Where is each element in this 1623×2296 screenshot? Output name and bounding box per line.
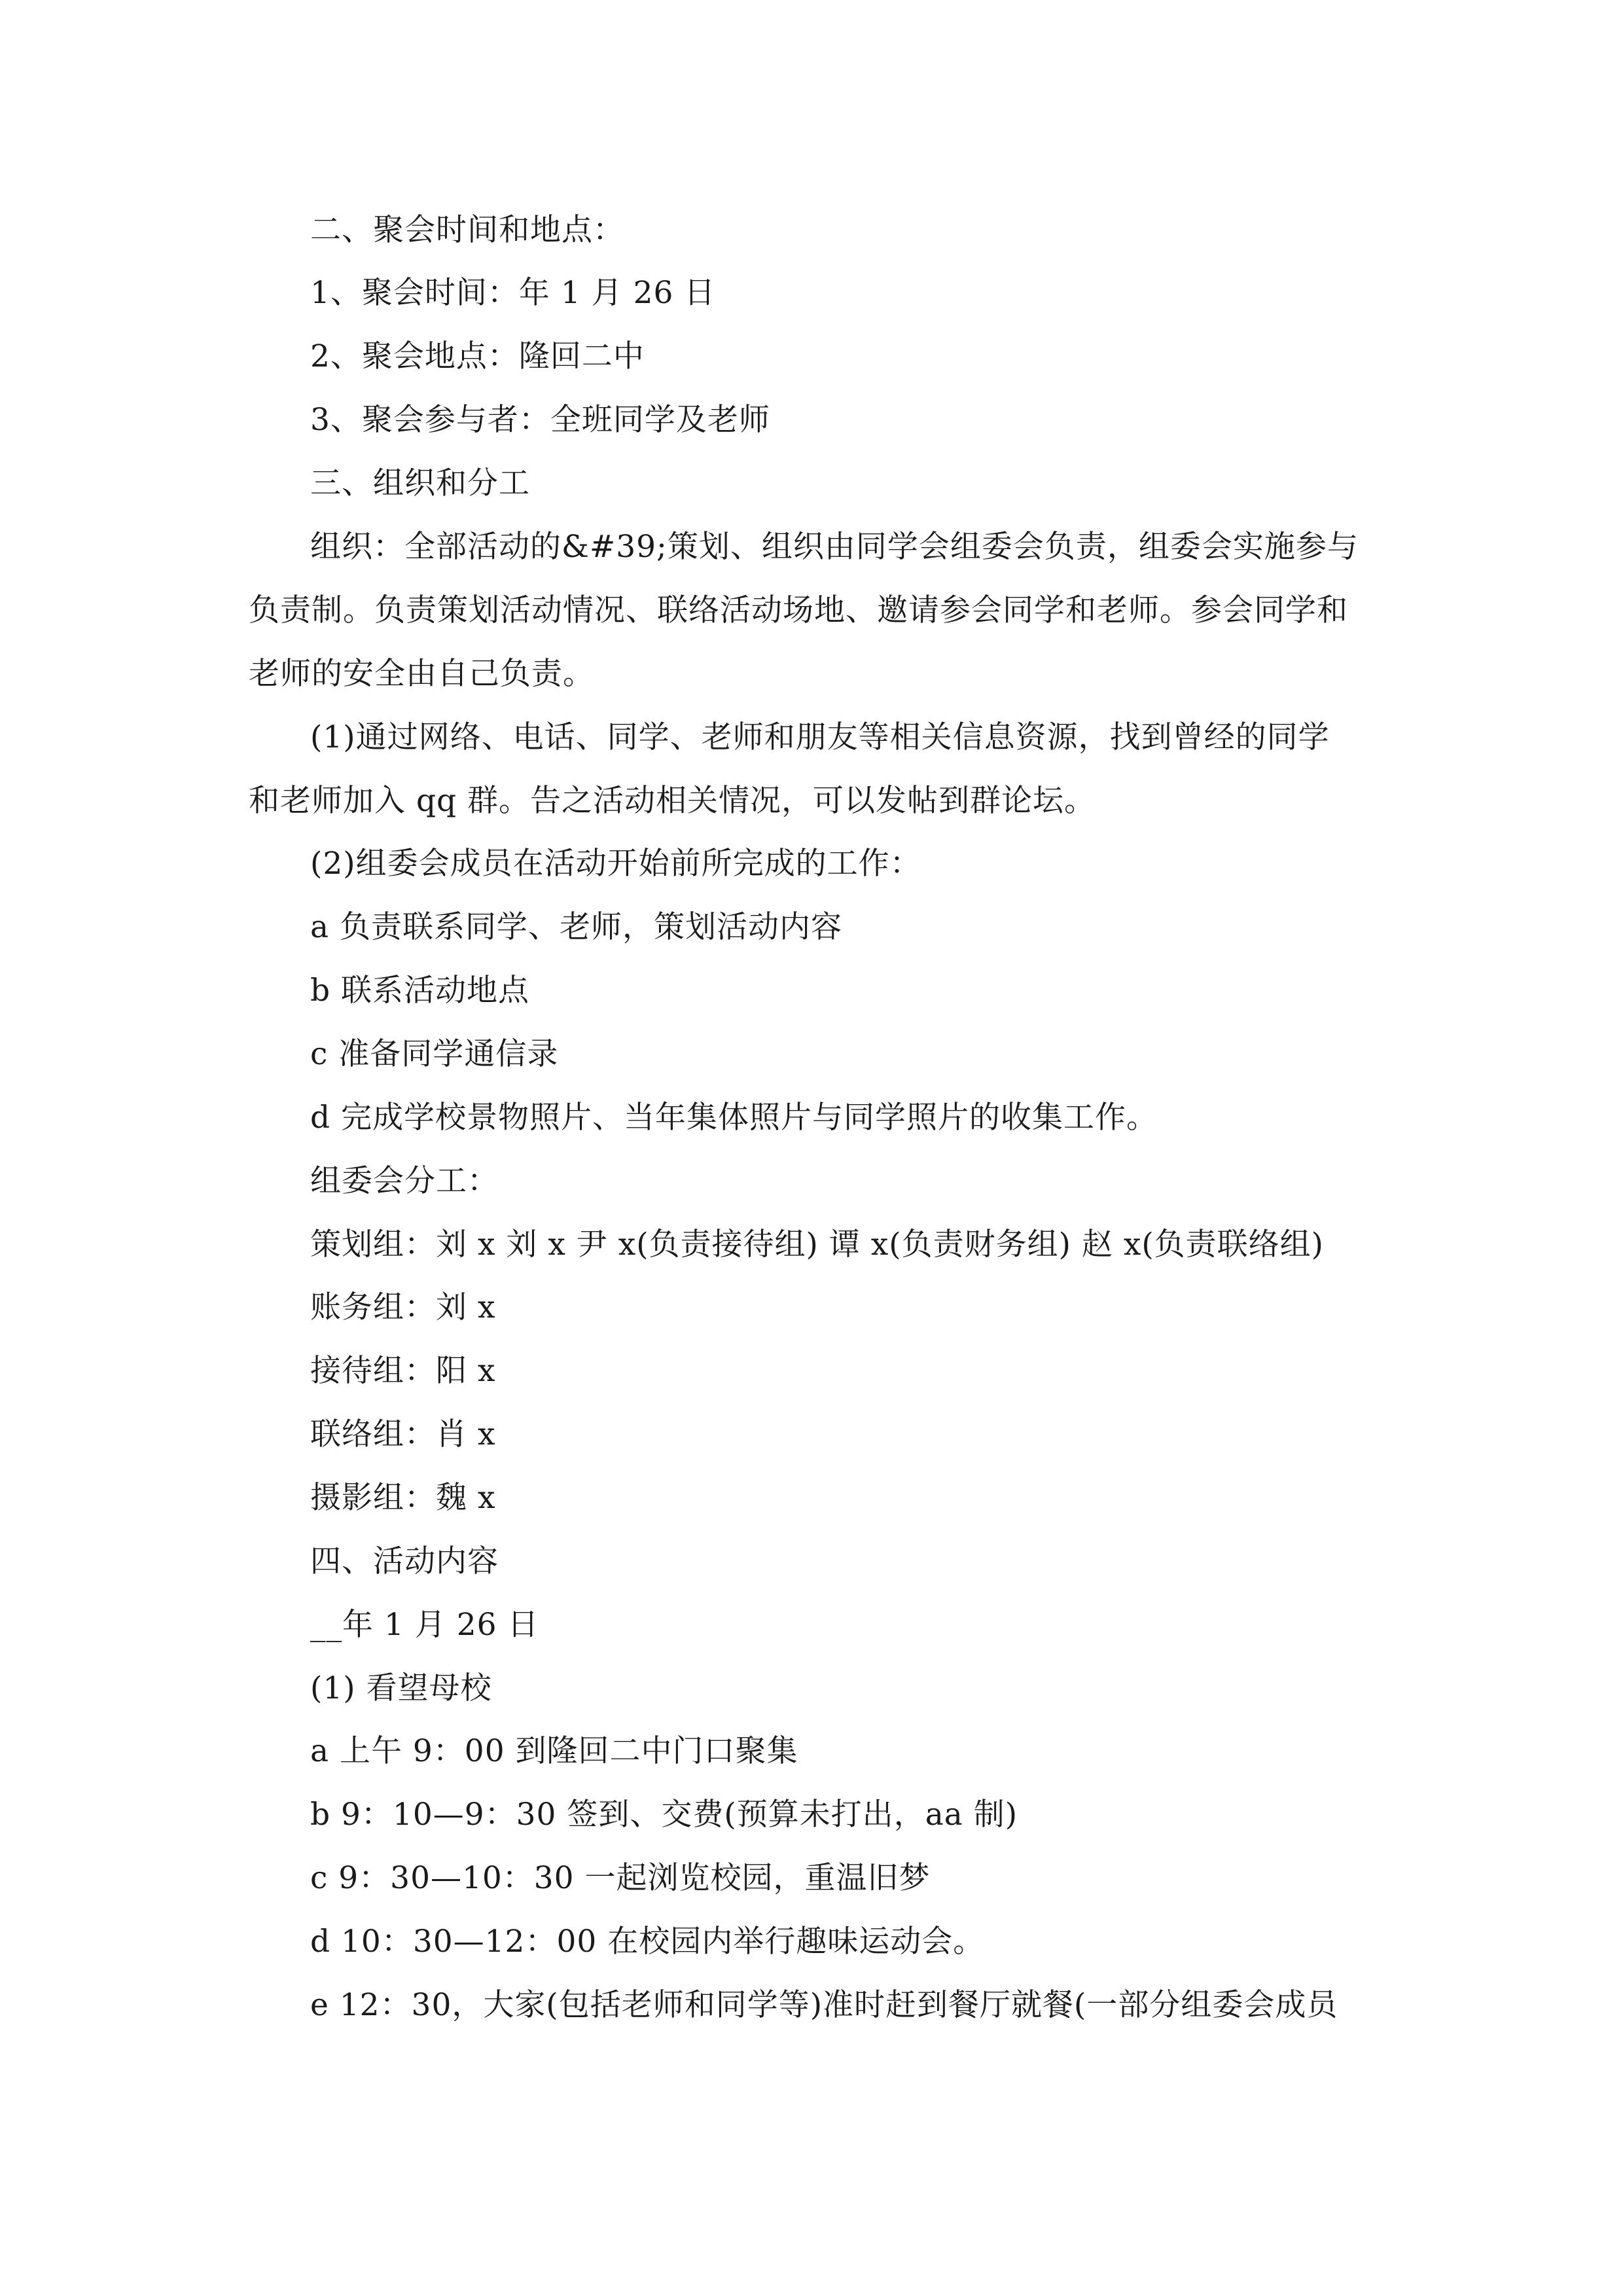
organization-paragraph-line-2: 负责制。负责策划活动情况、联络活动场地、邀请参会同学和老师。参会同学和 xyxy=(249,592,1348,628)
task-2-heading: (2)组委会成员在活动开始前所完成的工作： xyxy=(310,846,921,882)
activity-1-heading: (1) 看望母校 xyxy=(310,1670,492,1706)
section-heading-activities: 四、活动内容 xyxy=(310,1543,499,1579)
activity-item-c: c 9：30—10：30 一起浏览校园，重温旧梦 xyxy=(310,1860,931,1896)
activity-item-b: b 9：10—9：30 签到、交费(预算未打出，aa 制) xyxy=(310,1797,1018,1833)
section-heading-time-place: 二、聚会时间和地点： xyxy=(310,212,624,248)
task-2-item-b: b 联系活动地点 xyxy=(310,973,530,1009)
organization-paragraph-line-3: 老师的安全由自己负责。 xyxy=(249,656,594,692)
task-1-line-1: (1)通过网络、电话、同学、老师和朋友等相关信息资源，找到曾经的同学 xyxy=(310,719,1330,755)
task-2-item-d: d 完成学校景物照片、当年集体照片与同学照片的收集工作。 xyxy=(310,1100,1158,1136)
task-2-item-c: c 准备同学通信录 xyxy=(310,1036,559,1072)
activity-item-a: a 上午 9：00 到隆回二中门口聚集 xyxy=(310,1733,798,1769)
meeting-time-item: 1、聚会时间：年 1 月 26 日 xyxy=(310,275,716,311)
photography-group: 摄影组：魏 x xyxy=(310,1480,496,1516)
activity-date: __年 1 月 26 日 xyxy=(310,1607,539,1643)
activity-item-e: e 12：30，大家(包括老师和同学等)准时赶到餐厅就餐(一部分组委会成员 xyxy=(310,1987,1338,2023)
section-heading-organization: 三、组织和分工 xyxy=(310,465,530,501)
task-1-line-2: 和老师加入 qq 群。告之活动相关情况，可以发帖到群论坛。 xyxy=(249,783,1096,819)
reception-group: 接待组：阳 x xyxy=(310,1353,496,1389)
organization-paragraph-line-1: 组织：全部活动的&#39;策划、组织由同学会组委会负责，组委会实施参与 xyxy=(310,529,1359,565)
task-2-item-a: a 负责联系同学、老师，策划活动内容 xyxy=(310,909,842,945)
meeting-place-item: 2、聚会地点：隆回二中 xyxy=(310,338,645,374)
planning-group: 策划组：刘 x 刘 x 尹 x(负责接待组) 谭 x(负责财务组) 赵 x(负责联络组) xyxy=(310,1227,1325,1263)
participants-item: 3、聚会参与者：全班同学及老师 xyxy=(310,402,770,438)
activity-item-d: d 10：30—12：00 在校园内举行趣味运动会。 xyxy=(310,1924,985,1960)
committee-division-heading: 组委会分工： xyxy=(310,1163,499,1199)
liaison-group: 联络组：肖 x xyxy=(310,1416,496,1452)
accounts-group: 账务组：刘 x xyxy=(310,1289,496,1325)
